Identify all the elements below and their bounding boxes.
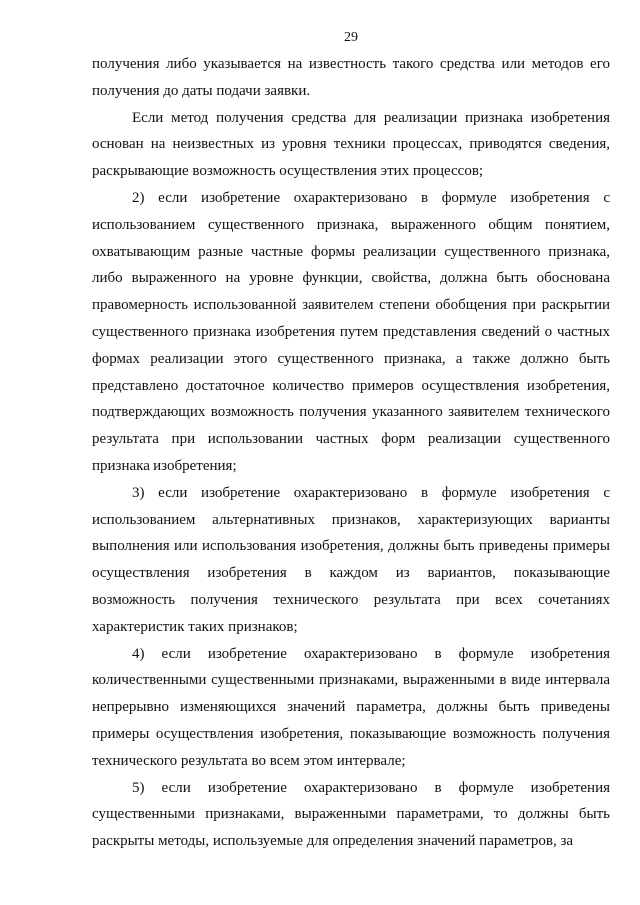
paragraph-method-processes: Если метод получения средства для реализации признака изобретения основан на неизвестных из уровня техники процессах, приводятся сведения, раскрывающие возможность осуществления этих процессов; [92,109,610,180]
paragraph-item-4: 4) если изобретение охарактеризовано в формуле изобретения количественными существенными признаками, выраженными в виде интервала непрерывно изменяющихся значений параметра, должны быть приведены примеры осуществления изобретения, показывающие возможность получения технического результата во всем этом интервале; [92,645,610,769]
paragraph-item-2: 2) если изобретение охарактеризовано в формуле изобретения с использованием существенного признака, выраженного общим понятием, охватывающим разные частные формы реализации существенного признака, либо выраженного на уровне функции, свойства, должна быть обоснована правомерность использованной заявителем степени обобщения при раскрытии существенного признака изобретения путем представления сведений о частных формах реализации этого существенного признака, а также должно быть представлено достаточное количество примеров осуществления изобретения, подтверждающих возможность получения указанного заявителем технического результата при использовании частных форм реализации существенного признака изобретения; [92,189,610,474]
document-page [92,28,610,855]
paragraph-item-3: 3) если изобретение охарактеризовано в формуле изобретения с использованием альтернативных признаков, характеризующих варианты выполнения или использования изобретения, должны быть приведены примеры осуществления изобретения в каждом из вариантов, показывающие возможность получения технического результата при всех сочетаниях характеристик таких признаков; [92,484,610,635]
page-number: 29 [344,30,358,45]
paragraph-continuation: получения либо указывается на известность такого средства или методов его получения до даты подачи заявки. [92,56,610,99]
paragraph-item-5: 5) если изобретение охарактеризовано в формуле изобретения существенными признаками, выраженными параметрами, то должны быть раскрыты методы, используемые для определения значений параметров, за [92,779,610,850]
